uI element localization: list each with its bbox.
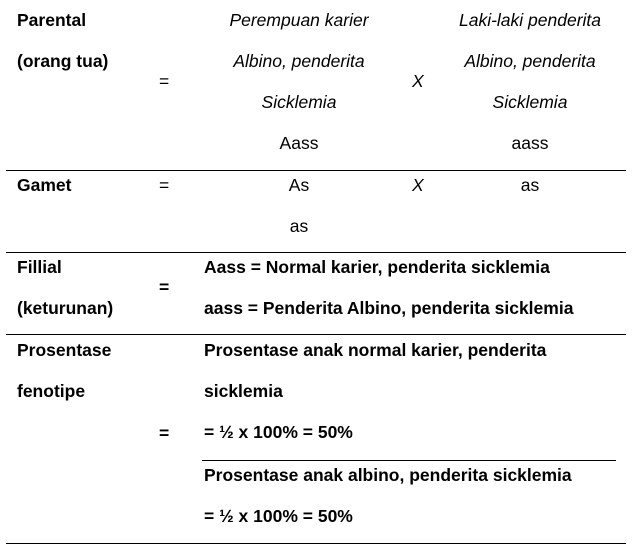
parental-male-line1: Laki-laki penderita: [458, 10, 602, 30]
parental-female-line1: Perempuan karier: [229, 10, 369, 30]
parental-label: Parental: [17, 10, 87, 30]
parental-cross-symbol: X: [412, 71, 424, 91]
prosentase-item1-line2: sicklemia: [204, 381, 283, 401]
gamet-label: Gamet: [17, 175, 72, 195]
parental-male-line2: Albino, penderita: [464, 51, 596, 71]
prosentase-item1-formula: = ½ x 100% = 50%: [204, 422, 353, 442]
prosentase-item2-formula: = ½ x 100% = 50%: [204, 506, 353, 526]
prosentase-label-sub: fenotipe: [17, 381, 86, 401]
gamet-male-1: as: [520, 175, 540, 195]
row-divider: [6, 170, 626, 171]
table-bottom-border: [6, 543, 626, 544]
row-divider: [6, 334, 626, 335]
gamet-female-2: as: [289, 216, 309, 236]
gamet-cross-symbol: X: [412, 175, 424, 195]
fillial-label: Fillial: [17, 257, 62, 277]
parental-female-genotype: Aass: [279, 133, 319, 153]
prosentase-equals: =: [159, 423, 170, 443]
fillial-result-1: Aass = Normal karier, penderita sicklemia: [204, 257, 550, 277]
parental-female-line3: Sicklemia: [261, 92, 337, 112]
fillial-label-sub: (keturunan): [17, 298, 114, 318]
parental-male-line3: Sicklemia: [492, 92, 568, 112]
row-divider: [6, 252, 626, 253]
parental-label-sub: (orang tua): [17, 51, 109, 71]
prosentase-label: Prosentase: [17, 340, 112, 360]
parental-female-line2: Albino, penderita: [233, 51, 365, 71]
fillial-result-2: aass = Penderita Albino, penderita sicklemia: [204, 298, 574, 318]
parental-equals: =: [159, 71, 170, 91]
subrow-divider: [202, 460, 616, 461]
fillial-equals: =: [159, 277, 170, 297]
prosentase-item1-line1: Prosentase anak normal karier, penderita: [204, 340, 547, 360]
gamet-female-1: As: [288, 175, 310, 195]
prosentase-item2-line1: Prosentase anak albino, penderita sicklemia: [204, 465, 572, 485]
gamet-equals: =: [159, 175, 170, 195]
parental-male-genotype: aass: [511, 133, 549, 153]
